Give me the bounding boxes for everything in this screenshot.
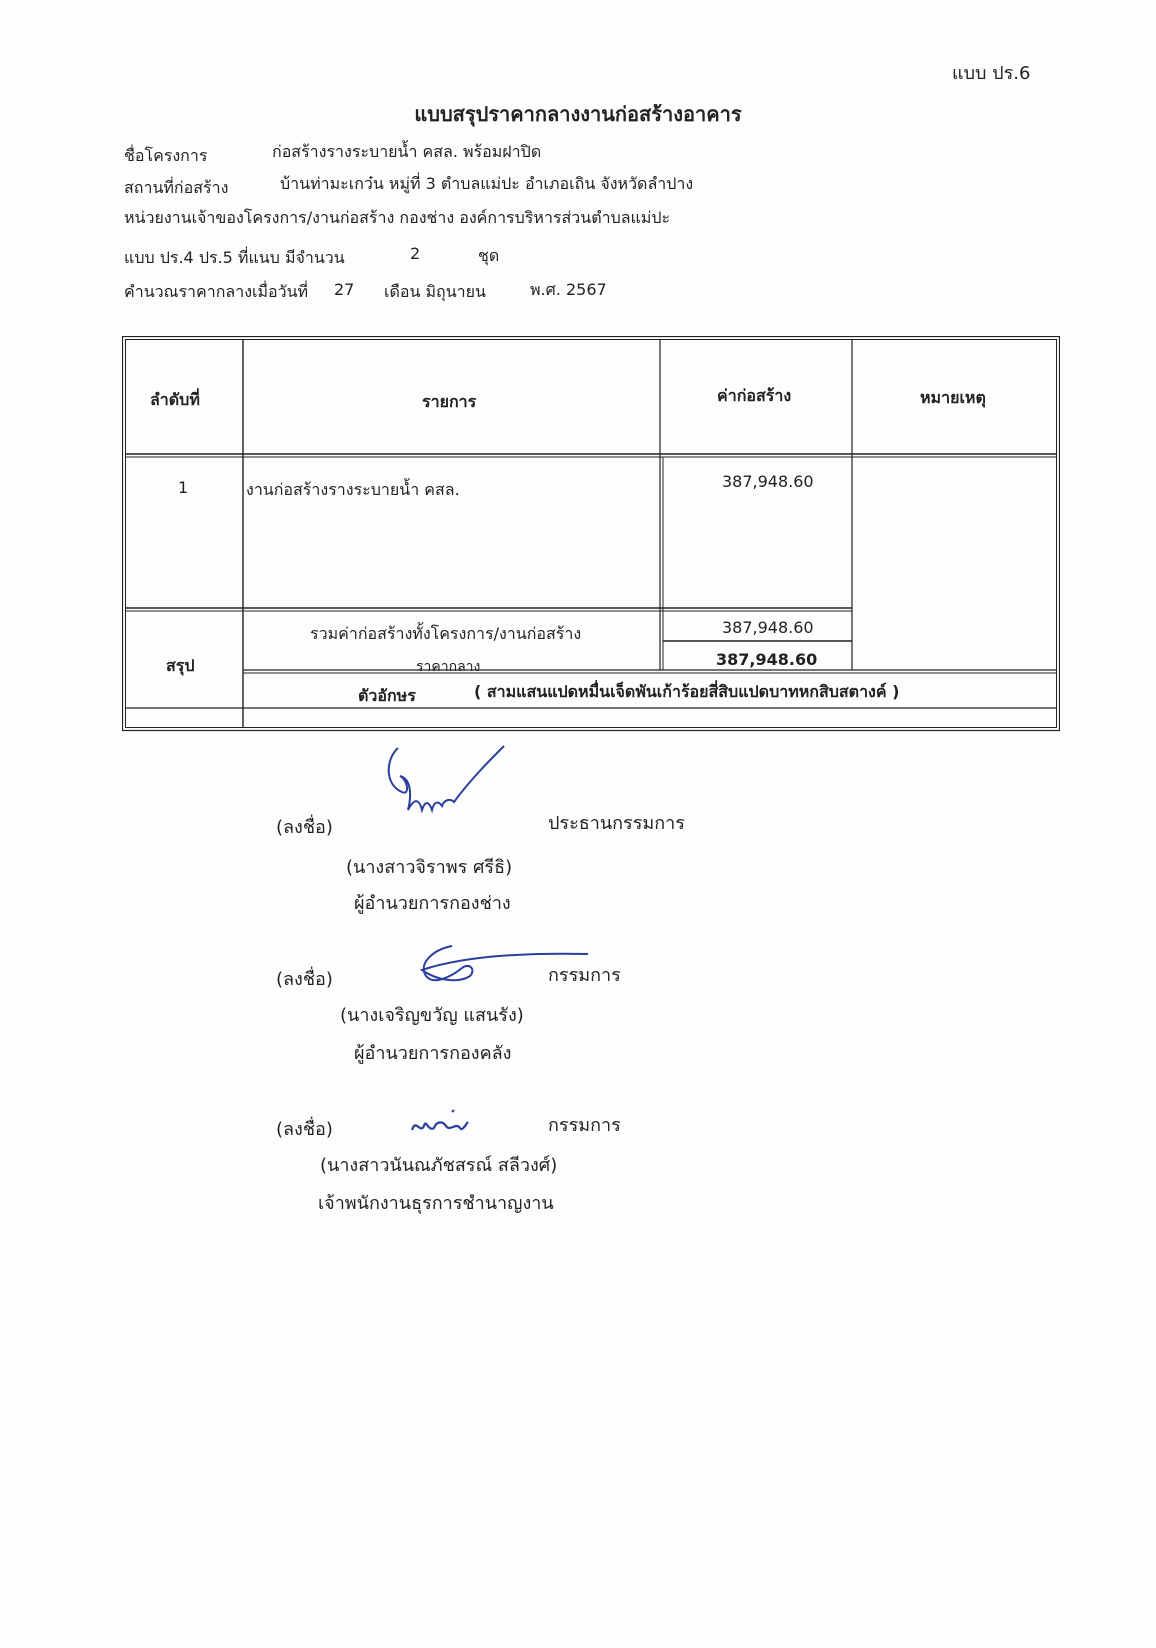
signature-role-1: ประธานกรรมการ: [548, 813, 685, 834]
signature-role-2: กรรมการ: [548, 965, 621, 986]
form-code: แบบ ปร.6: [952, 63, 1031, 84]
signature-position-3: เจ้าพนักงานธุรการชำนาญงาน: [318, 1193, 554, 1214]
total-label: รวมค่าก่อสร้างทั้งโครงการ/งานก่อสร้าง: [310, 624, 582, 643]
attachment-unit: ชุด: [478, 246, 500, 265]
header-cost: ค่าก่อสร้าง: [717, 386, 792, 405]
summary-label: สรุป: [166, 656, 195, 675]
signature-position-1: ผู้อำนวยการกองช่าง: [354, 893, 511, 914]
attachment-line: แบบ ปร.4 ปร.5 ที่แนบ มีจำนวน: [124, 248, 345, 267]
header-no: ลำดับที่: [150, 390, 200, 409]
header-item: รายการ: [422, 392, 477, 411]
header-remark: หมายเหตุ: [920, 388, 986, 407]
words-value: ( สามแสนแปดหมื่นเจ็ดพันเก้าร้อยสี่สิบแปดบาทหกสิบสตางค์ ): [474, 682, 900, 701]
signature-label-2: (ลงชื่อ): [276, 969, 333, 990]
signature-scribble-3: [408, 1104, 478, 1140]
row-no: 1: [178, 478, 189, 497]
owner-line: หน่วยงานเจ้าของโครงการ/งานก่อสร้าง กองช่าง องค์การบริหารส่วนตำบลแม่ปะ: [124, 208, 671, 227]
median-value: 387,948.60: [716, 650, 818, 669]
calc-month: เดือน มิถุนายน: [384, 282, 486, 301]
project-name-label: ชื่อโครงการ: [124, 146, 208, 165]
summary-table: [122, 336, 1060, 732]
total-value: 387,948.60: [722, 618, 814, 637]
row-item: งานก่อสร้างรางระบายน้ำ คสล.: [246, 480, 460, 499]
calc-day: 27: [334, 280, 355, 299]
signature-label-3: (ลงชื่อ): [276, 1119, 333, 1140]
signature-label-1: (ลงชื่อ): [276, 817, 333, 838]
attachment-count: 2: [410, 244, 421, 263]
project-name-value: ก่อสร้างรางระบายน้ำ คสล. พร้อมฝาปิด: [272, 142, 542, 161]
document-title: แบบสรุปราคากลางงานก่อสร้างอาคาร: [414, 102, 742, 126]
location-label: สถานที่ก่อสร้าง: [124, 178, 229, 197]
calc-year: พ.ศ. 2567: [530, 280, 607, 299]
median-label: ราคากลาง: [416, 659, 481, 675]
calc-date-label: คำนวณราคากลางเมื่อวันที่: [124, 282, 309, 301]
location-value: บ้านท่ามะเกว๋น หมู่ที่ 3 ตำบลแม่ปะ อำเภอเถิน จังหวัดลำปาง: [280, 174, 694, 193]
row-cost: 387,948.60: [722, 472, 814, 491]
signature-role-3: กรรมการ: [548, 1115, 621, 1136]
signature-position-2: ผู้อำนวยการกองคลัง: [354, 1043, 512, 1064]
signature-scribble-1: [380, 740, 510, 830]
signature-name-3: (นางสาวนันณภัชสรณ์ สลีวงศ์): [320, 1155, 558, 1176]
words-label: ตัวอักษร: [358, 686, 416, 705]
signature-name-1: (นางสาวจิราพร ศรีธิ): [346, 857, 513, 878]
signature-name-2: (นางเจริญขวัญ แสนรัง): [340, 1005, 524, 1026]
